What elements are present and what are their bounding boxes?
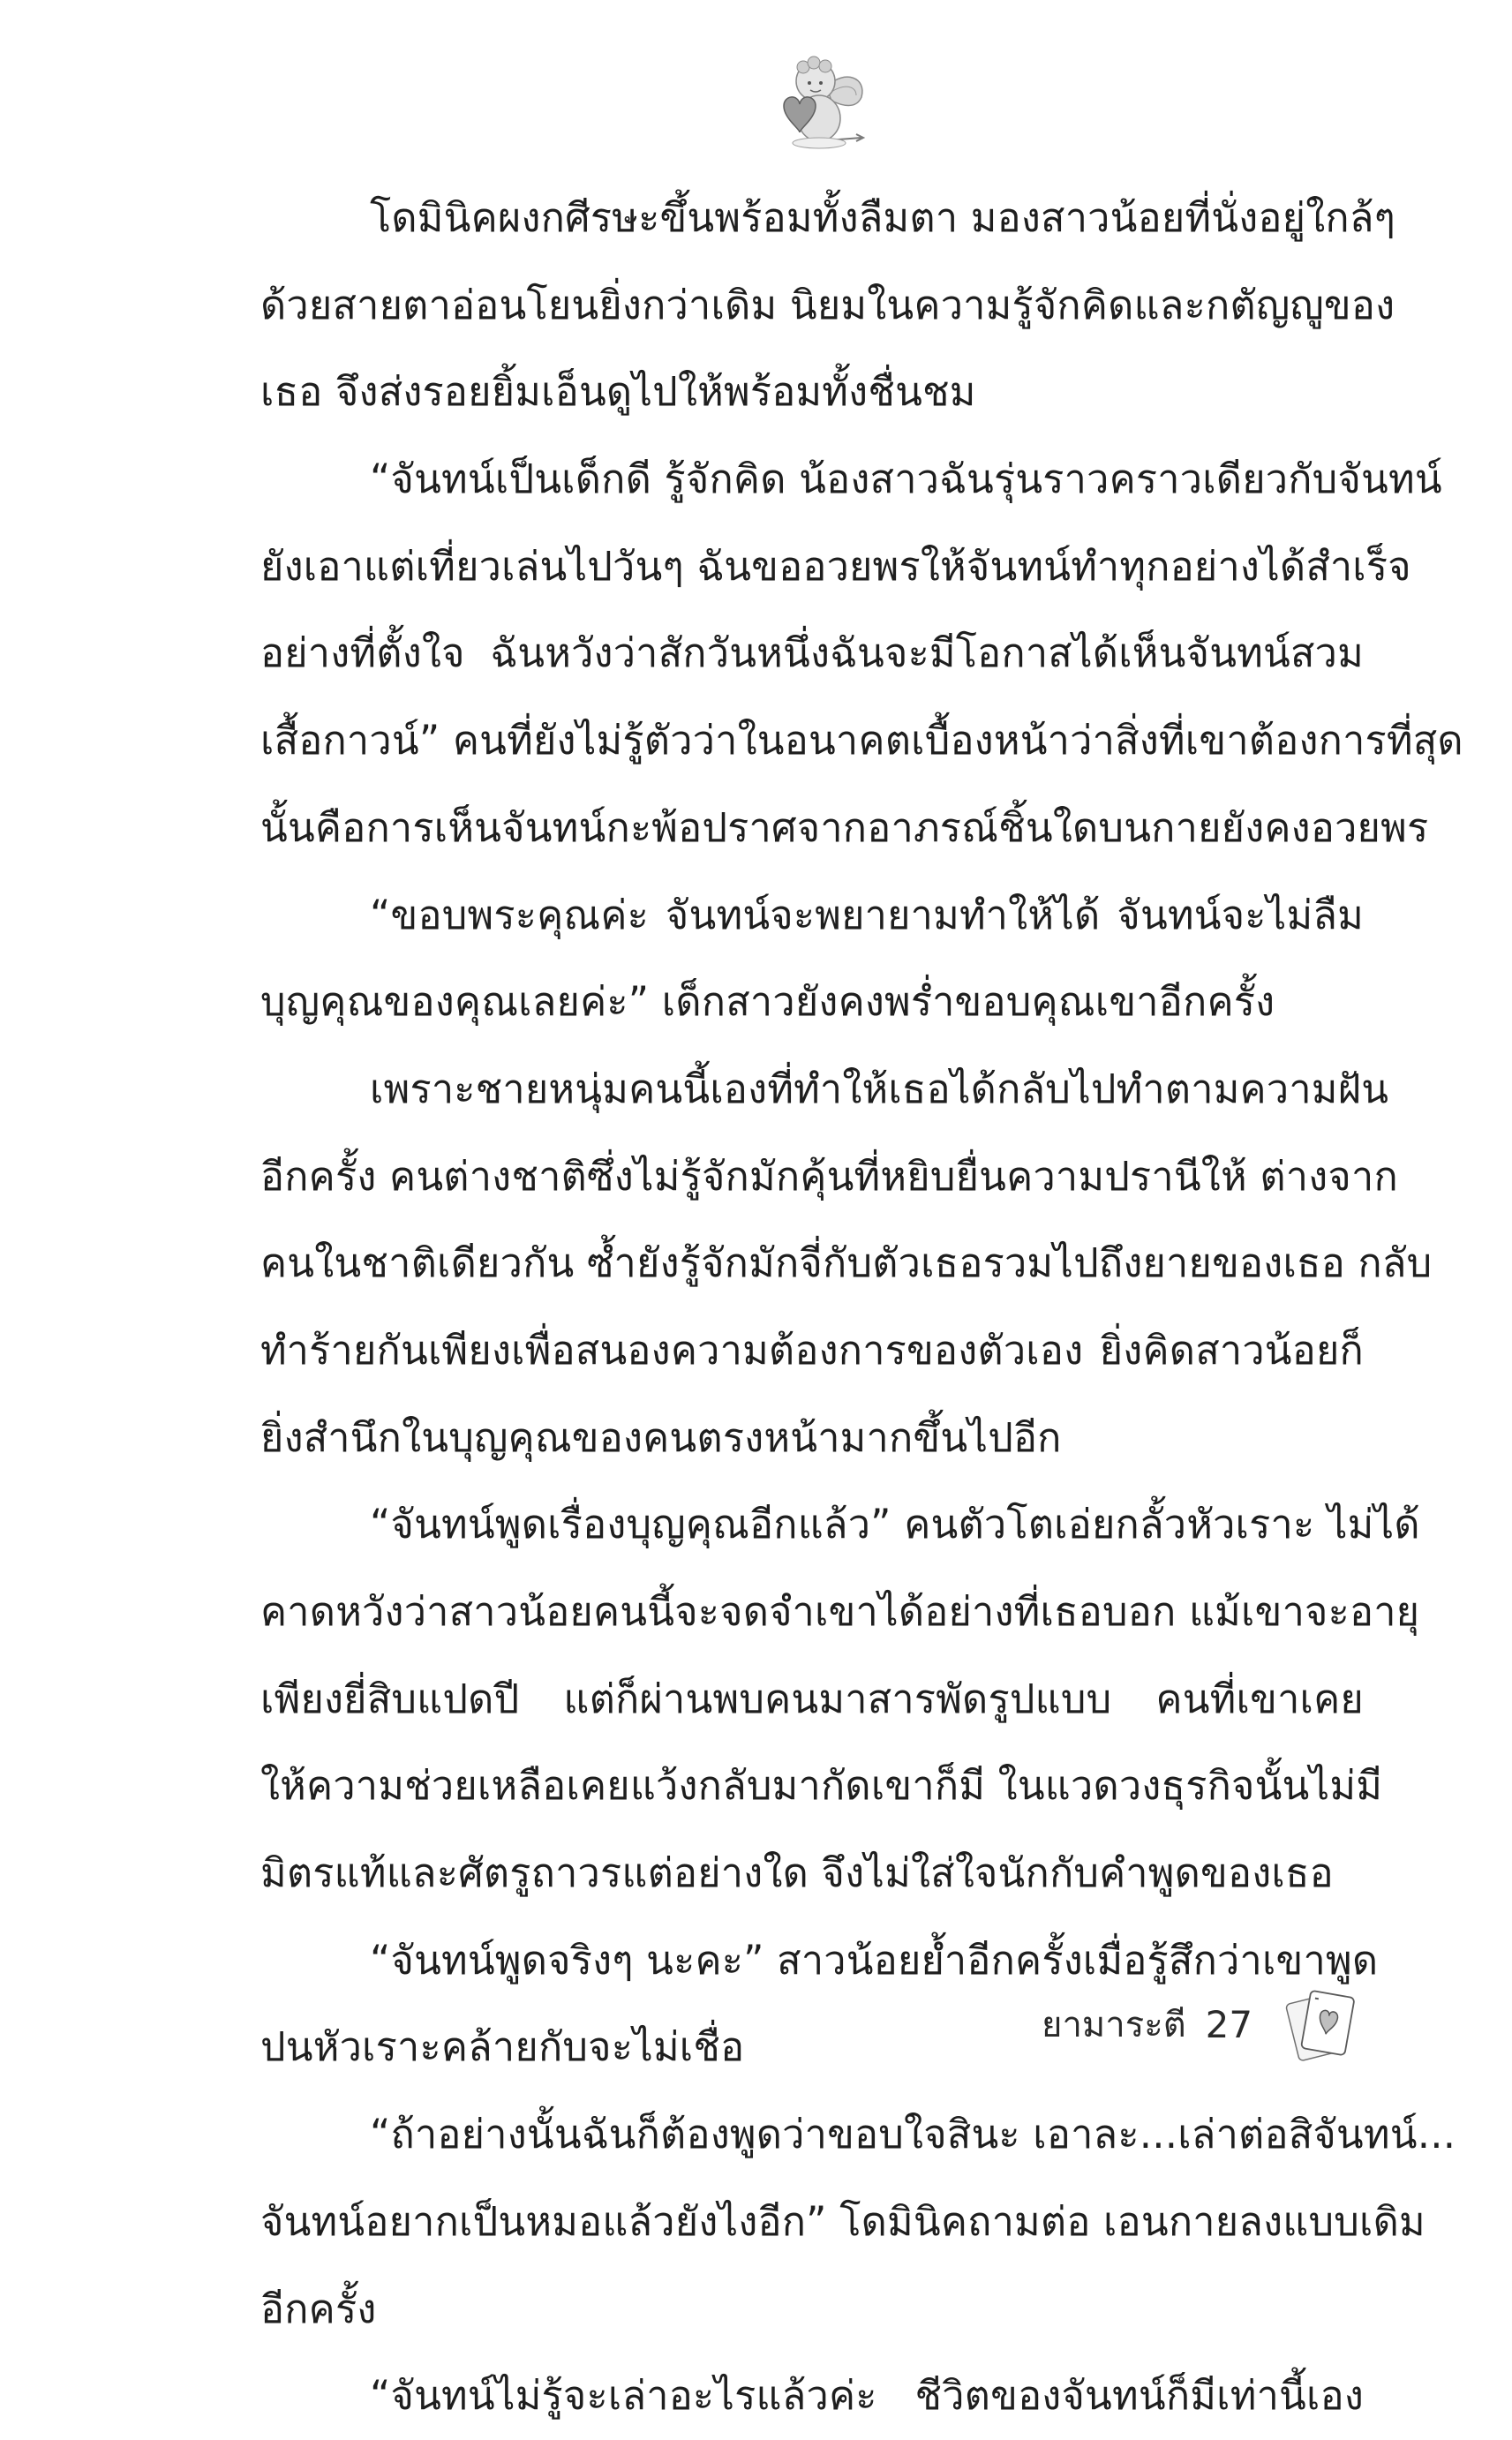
text-line: ให้ความช่วยเหลือเคยแว้งกลับมากัดเขาก็มี ในแวดวงธุรกิจนั้นไม่มี xyxy=(260,1762,1383,1810)
text-line: จันทน์อยากเป็นหมอแล้วยังไงอีก” โดมินิคถามต่อ เอนกายลงแบบเดิม xyxy=(260,2197,1425,2245)
playing-cards-icon xyxy=(1272,1984,1369,2064)
running-title: ยามาระตี xyxy=(1042,2005,1186,2045)
cupid-with-heart-icon xyxy=(757,51,872,157)
page-number: 27 xyxy=(1205,2002,1253,2046)
text-line: ยิ่งสำนึกในบุญคุณของคนตรงหน้ามากขึ้นไปอีก xyxy=(260,1413,1062,1461)
text-line: “จันทน์เป็นเด็กดี รู้จักคิด น้องสาวฉันรุ่นราวคราวเดียวกับจันทน์ xyxy=(370,456,1442,503)
text-line: บุญคุณของคุณเลยค่ะ” เด็กสาวยังคงพร่ำขอบคุณเขาอีกครั้ง xyxy=(260,978,1275,1026)
text-line: ยังเอาแต่เที่ยวเล่นไปวันๆ ฉันขออวยพรให้จันทน์ทำทุกอย่างได้สำเร็จ xyxy=(260,542,1411,590)
text-line: “จันทน์ไม่รู้จะเล่าอะไรแล้วค่ะ ชีวิตของจันทน์ก็มีเท่านี้เอง xyxy=(370,2372,1364,2420)
text-line: คาดหวังว่าสาวน้อยคนนี้จะจดจำเขาได้อย่างที่เธอบอก แม้เขาจะอายุ xyxy=(260,1588,1420,1635)
body-text xyxy=(260,175,1463,2440)
text-line: เพียงยี่สิบแปดปี แต่ก็ผ่านพบคนมาสารพัดรูปแบบ คนที่เขาเคย xyxy=(260,1675,1364,1722)
page-footer xyxy=(1042,1984,1369,2064)
text-line: “ถ้าอย่างนั้นฉันก็ต้องพูดว่าขอบใจสินะ เอาละ...เล่าต่อสิจันทน์... xyxy=(370,2111,1456,2158)
text-line: “ขอบพระคุณค่ะ จันทน์จะพยายามทำให้ได้ จันทน์จะไม่ลืม xyxy=(370,891,1364,938)
text-line: เธอ จึงส่งรอยยิ้มเอ็นดูไปให้พร้อมทั้งชื่นชม xyxy=(260,368,976,416)
text-line: นั้นคือการเห็นจันทน์กะพ้อปราศจากอาภรณ์ชิ้นใดบนกายยังคงอวยพร xyxy=(260,803,1429,851)
text-line: “จันทน์พูดเรื่องบุญคุณอีกแล้ว” คนตัวโตเอ่ยกลั้วหัวเราะ ไม่ได้ xyxy=(370,1501,1420,1548)
text-line: “จันทน์พูดจริงๆ นะคะ” สาวน้อยย้ำอีกครั้งเมื่อรู้สึกว่าเขาพูด xyxy=(370,1936,1379,1984)
text-line: อีกครั้ง คนต่างชาติซึ่งไม่รู้จักมักคุ้นที่หยิบยื่นความปรานีให้ ต่างจาก xyxy=(260,1152,1398,1200)
text-line: เสื้อกาวน์” คนที่ยังไม่รู้ตัวว่าในอนาคตเบื้องหน้าว่าสิ่งที่เขาต้องการที่สุด xyxy=(260,717,1463,764)
text-line: อย่างที่ตั้งใจ ฉันหวังว่าสักวันหนึ่งฉันจะมีโอกาสได้เห็นจันทน์สวม xyxy=(260,629,1364,677)
text-line: อีกครั้ง xyxy=(260,2285,377,2332)
text-line: เพราะชายหนุ่มคนนี้เองที่ทำให้เธอได้กลับไปทำตามความฝัน xyxy=(370,1065,1389,1112)
text-line: คนในชาติเดียวกัน ซ้ำยังรู้จักมักจี่กับตัวเธอรวมไปถึงยายของเธอ กลับ xyxy=(260,1239,1433,1287)
text-line: ปนหัวเราะคล้ายกับจะไม่เชื่อ xyxy=(260,2023,745,2071)
text-line: มิตรแท้และศัตรูถาวรแต่อย่างใด จึงไม่ใส่ใจนักกับคำพูดของเธอ xyxy=(260,1849,1334,1897)
text-line: โดมินิคผงกศีรษะขึ้นพร้อมทั้งลืมตา มองสาวน้อยที่นั่งอยู่ใกล้ๆ xyxy=(370,194,1395,241)
text-line: ด้วยสายตาอ่อนโยนยิ่งกว่าเดิม นิยมในความรู้จักคิดและกตัญญูของ xyxy=(260,281,1395,328)
text-line: ทำร้ายกันเพียงเพื่อสนองความต้องการของตัวเอง ยิ่งคิดสาวน้อยก็ xyxy=(260,1326,1364,1374)
